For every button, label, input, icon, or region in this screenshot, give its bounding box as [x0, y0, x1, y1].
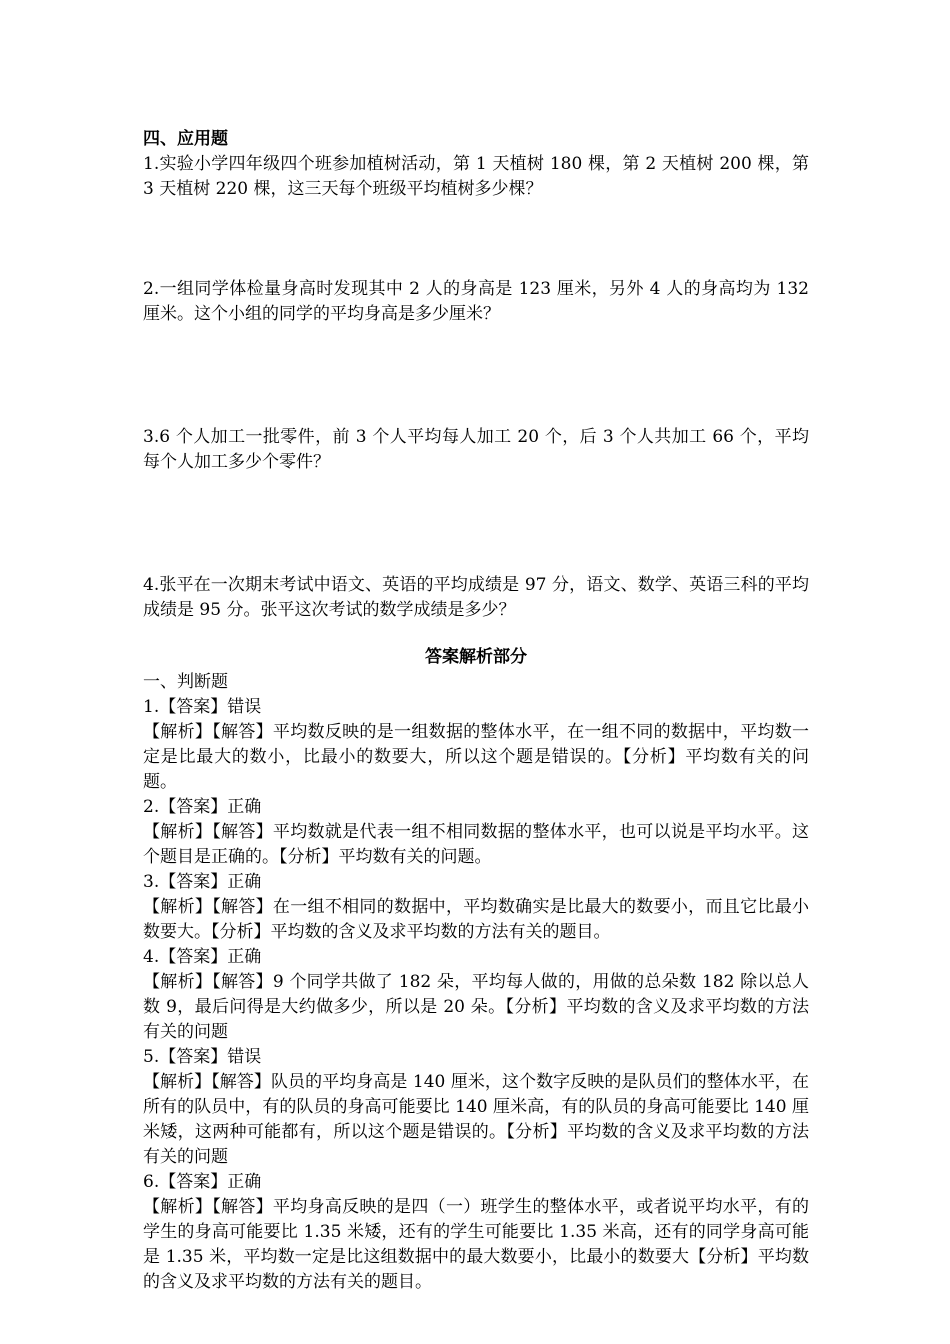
analysis-3: 【解析】【解答】在一组不相同的数据中，平均数确实是比最大的数要小，而且它比最小数要大。【分析】平均数的含义及求平均数的方法有关的题目。	[143, 897, 809, 942]
answer-1: 1.【答案】错误	[143, 697, 262, 717]
document-page	[143, 127, 809, 1295]
answer-5: 5.【答案】错误	[143, 1047, 262, 1067]
spacer	[143, 623, 809, 645]
question-4: 4.张平在一次期末考试中语文、英语的平均成绩是 97 分，语文、数学、英语三科的平均成绩是 95 分。张平这次考试的数学成绩是多少？	[143, 575, 809, 620]
section-title-judgement: 一、判断题	[143, 672, 228, 692]
answer-space	[143, 475, 809, 550]
answer-6: 6.【答案】正确	[143, 1172, 262, 1192]
answer-4: 4.【答案】正确	[143, 947, 262, 967]
answer-space	[143, 327, 809, 402]
analysis-6: 【解析】【解答】平均身高反映的是四（一）班学生的整体水平，或者说平均水平，有的学生的身高可能要比 1.35 米矮，还有的学生可能要比 1.35 米高，还有的同学身高可能是 1.35 米，平均数一定是比这组数据中的最大数要小，比最小的数要大【分析】平均数的含义及求平均数的方法有关的题目。	[143, 1197, 809, 1292]
answer-space	[143, 202, 809, 277]
section-title-application: 四、应用题	[143, 129, 228, 149]
answer-2: 2.【答案】正确	[143, 797, 262, 817]
analysis-5: 【解析】【解答】队员的平均身高是 140 厘米，这个数字反映的是队员们的整体水平，在所有的队员中，有的队员的身高可能要比 140 厘米高，有的队员的身高可能要比 140 厘米矮，这两种可能都有，所以这个题是错误的。【分析】平均数的含义及求平均数的方法有关的问题	[143, 1072, 809, 1167]
answer-3: 3.【答案】正确	[143, 872, 262, 892]
answer-section-header: 答案解析部分	[425, 647, 527, 667]
analysis-2: 【解析】【解答】平均数就是代表一组不相同数据的整体水平，也可以说是平均水平。这个题目是正确的。【分析】平均数有关的问题。	[143, 822, 809, 867]
analysis-1: 【解析】【解答】平均数反映的是一组数据的整体水平，在一组不同的数据中，平均数一定是比最大的数小，比最小的数要大，所以这个题是错误的。【分析】平均数有关的问题。	[143, 722, 809, 792]
question-1: 1.实验小学四年级四个班参加植树活动，第 1 天植树 180 棵，第 2 天植树 200 棵，第 3 天植树 220 棵，这三天每个班级平均植树多少棵？	[143, 154, 809, 199]
question-3: 3.6 个人加工一批零件，前 3 个人平均每人加工 20 个，后 3 个人共加工 66 个，平均每个人加工多少个零件？	[143, 427, 809, 472]
question-2: 2.一组同学体检量身高时发现其中 2 人的身高是 123 厘米，另外 4 人的身高均为 132 厘米。这个小组的同学的平均身高是多少厘米？	[143, 279, 809, 324]
analysis-4: 【解析】【解答】9 个同学共做了 182 朵，平均每人做的，用做的总朵数 182 除以总人数 9，最后问得是大约做多少，所以是 20 朵。【分析】平均数的含义及求平均数的方法有关的问题	[143, 972, 809, 1042]
